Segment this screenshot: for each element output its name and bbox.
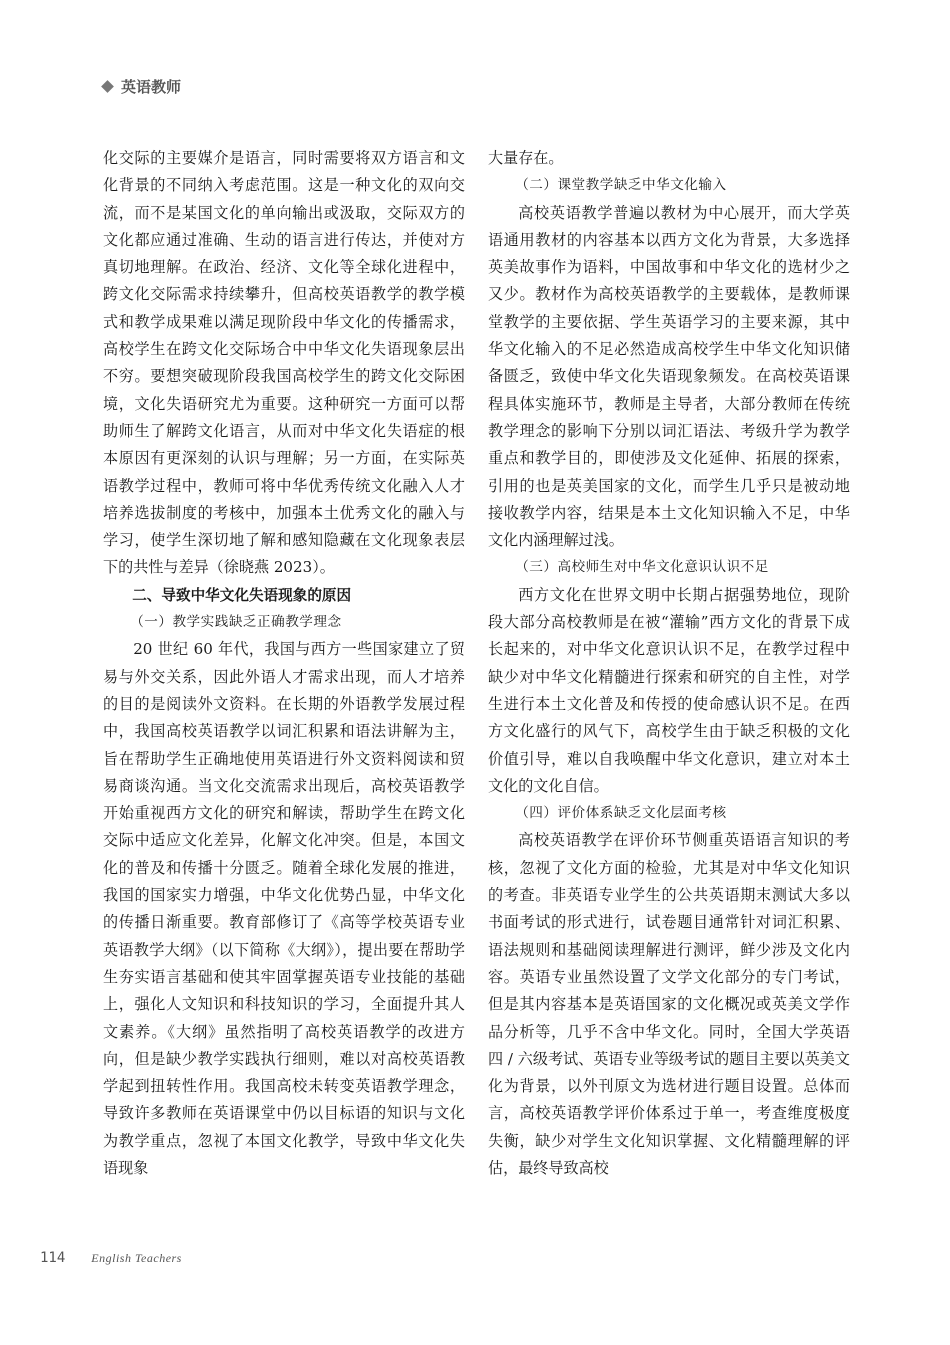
diamond-icon xyxy=(101,80,114,93)
subsection-heading: （二）课堂教学缺乏中华文化输入 xyxy=(515,177,727,194)
section-heading: 二、导致中华文化失语现象的原因 xyxy=(132,586,352,604)
subsection-heading: （一）教学实践缺乏正确教学理念 xyxy=(130,614,342,631)
page-footer xyxy=(40,1250,182,1266)
subsection-heading: （三）高校师生对中华文化意识认识不足 xyxy=(515,559,769,576)
paragraph-continued: 大量存在。 xyxy=(488,149,564,167)
page-number: 114 xyxy=(40,1250,66,1266)
left-column xyxy=(103,145,465,1182)
journal-title-en: English Teachers xyxy=(91,1251,182,1265)
paragraph: 高校英语教学普遍以教材为中心展开，而大学英语通用教材的内容基本以西方文化为背景，大多选择英美故事作为语料，中国故事和中华文化的选材少之又少。教材作为高校英语教学的主要载体，是教师课堂教学的主要依据、学生英语学习的主要来源，其中华文化输入的不足必然造成高校学生中华文化知识储备匮乏，致使中华文化失语现象频发。在高校英语课程具体实施环节，教师是主导者，大部分教师在传统教学理念的影响下分别以词汇语法、考级升学为教学重点和教学目的，即使涉及文化延伸、拓展的探索，引用的也是英美国家的文化，而学生几乎只是被动地接收教学内容，结果是本土文化知识输入不足，中华文化内涵理解过浅。 xyxy=(488,203,850,550)
paragraph-continued: 化交际的主要媒介是语言，同时需要将双方语言和文化背景的不同纳入考虑范围。这是一种文化的双向交流，而不是某国文化的单向输出或汲取，交际双方的文化都应通过准确、生动的语言进行传达，并使对方真切地理解。在政治、经济、文化等全球化进程中，跨文化交际需求持续攀升，但高校英语教学的教学模式和教学成果难以满足现阶段中华文化的传播需求，高校学生在跨文化交际场合中中华文化失语现象层出不穷。要想突破现阶段我国高校学生的跨文化交际困境，文化失语研究尤为重要。这种研究一方面可以帮助师生了解跨文化语言，从而对中华文化失语症的根本原因有更深刻的认识与理解；另一方面，在实际英语教学过程中，教师可将中华优秀传统文化融入人才培养选拔制度的考核中，加强本土优秀文化的融入与学习，使学生深切地了解和感知隐藏在文化现象表层下的共性与差异（徐晓燕 2023）。 xyxy=(103,149,465,577)
subsection-heading: （四）评价体系缺乏文化层面考核 xyxy=(515,805,727,822)
paragraph: 20 世纪 60 年代，我国与西方一些国家建立了贸易与外交关系，因此外语人才需求出现，而人才培养的目的是阅读外文资料。在长期的外语教学发展过程中，我国高校英语教学以词汇积累和语法讲解为主，旨在帮助学生正确地使用英语进行外文资料阅读和贸易商谈沟通。当文化交流需求出现后，高校英语教学开始重视西方文化的研究和解读，帮助学生在跨文化交际中适应文化差异，化解文化冲突。但是，本国文化的普及和传播十分匮乏。随着全球化发展的推进，我国的国家实力增强，中华文化优势凸显，中华文化的传播日渐重要。教育部修订了《高等学校英语专业英语教学大纲》（以下简称《大纲》），提出要在帮助学生夯实语言基础和使其牢固掌握英语专业技能的基础上，强化人文知识和科技知识的学习，全面提升其人文素养。《大纲》虽然指明了高校英语教学的改进方向，但是缺少教学实践执行细则，难以对高校英语教学起到扭转性作用。我国高校未转变英语教学理念，导致许多教师在英语课堂中仍以目标语的知识与文化为教学重点，忽视了本国文化教学，导致中华文化失语现象 xyxy=(103,640,465,1177)
journal-title-cn: 英语教师 xyxy=(121,78,182,96)
paragraph: 高校英语教学在评价环节侧重英语语言知识的考核，忽视了文化方面的检验，尤其是对中华文化知识的考查。非英语专业学生的公共英语期末测试大多以书面考试的形式进行，试卷题目通常针对词汇积累、语法规则和基础阅读理解进行测评，鲜少涉及文化内容。英语专业虽然设置了文学文化部分的专门考试，但是其内容基本是英语国家的文化概况或英美文学作品分析等，几乎不含中华文化。同时，全国大学英语四 / 六级考试、英语专业等级考试的题目主要以英美文化为背景，以外刊原文为选材进行题目设置。总体而言，高校英语教学评价体系过于单一，考查维度极度失衡，缺少对学生文化知识掌握、文化精髓理解的评估，最终导致高校 xyxy=(488,831,850,1177)
right-column xyxy=(488,145,850,1182)
running-header xyxy=(103,76,181,97)
paragraph: 西方文化在世界文明中长期占据强势地位，现阶段大部分高校教师是在被“灌输”西方文化的背景下成长起来的，对中华文化意识认识不足，在教学过程中缺少对中华文化精髓进行探索和研究的自主性，对学生进行本土文化普及和传授的使命感认识不足。在西方文化盛行的风气下，高校学生由于缺乏积极的文化价值引导，难以自我唤醒中华文化意识，建立对本土文化的文化自信。 xyxy=(488,585,850,795)
